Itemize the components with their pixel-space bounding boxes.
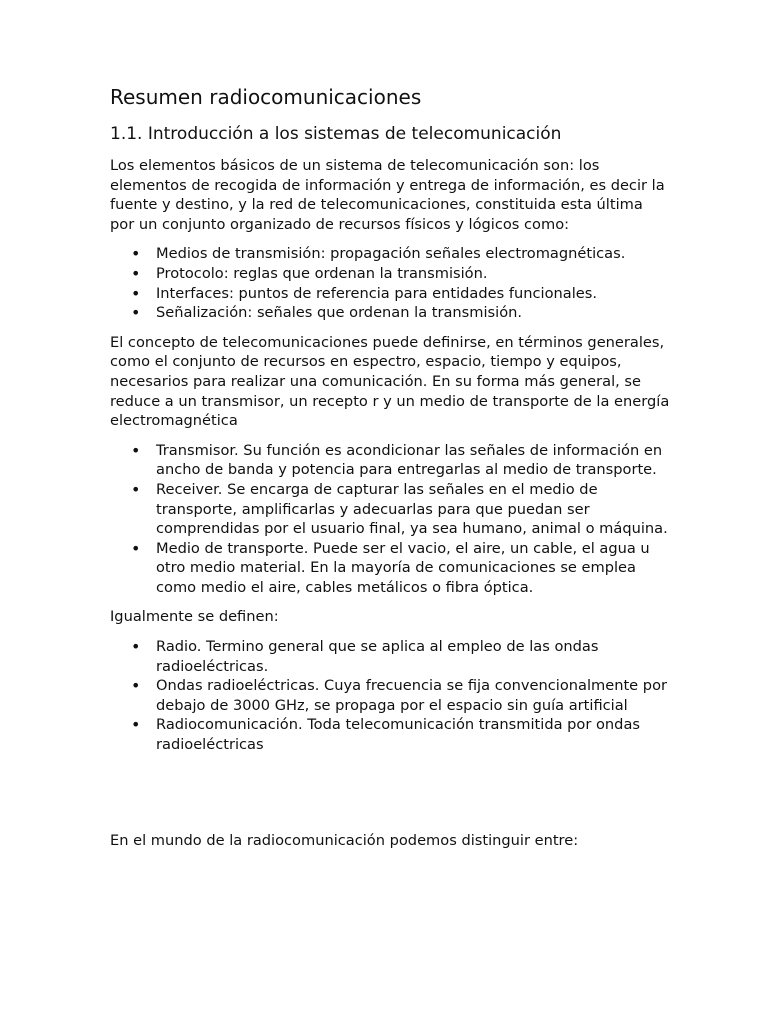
list-item: • Protocolo: reglas que ordenan la transmisión. — [156, 264, 670, 284]
list-item: • Interfaces: puntos de referencia para entidades funcionales. — [156, 284, 670, 304]
document-body — [110, 84, 670, 860]
paragraph-closing: En el mundo de la radiocomunicación podemos distinguir entre: — [110, 831, 579, 849]
list-item: • Señalización: señales que ordenan la transmisión. — [156, 303, 670, 323]
spacer — [110, 765, 670, 831]
paragraph-concept: El concepto de telecomunicaciones puede definirse, en términos generales, como el conjunto de recursos en espectro, espacio, tiempo y equipos, necesarios para realizar una comunicación. En su forma más general, se reduce a un transmisor, un recepto r y un medio de transporte de la energía electromagnética — [110, 333, 670, 430]
list-definitions — [110, 637, 670, 755]
list-item: • Receiver. Se encarga de capturar las señales en el medio de transporte, amplificarlas y adecuarlas para que puedan ser comprendidas por el usuario final, ya sea humano, animal o máquina. — [156, 480, 670, 539]
list-item: • Radiocomunicación. Toda telecomunicación transmitida por ondas radioeléctricas — [156, 715, 670, 754]
list-item: • Ondas radioeléctricas. Cuya frecuencia se fija convencionalmente por debajo de 3000 GHz, se propaga por el espacio sin guía artificial — [156, 676, 670, 715]
paragraph-intro: Los elementos básicos de un sistema de telecomunicación son: los elementos de recogida de información y entrega de información, es decir la fuente y destino, y la red de telecomunicaciones, constituida esta última por un conjunto organizado de recursos físicos y lógicos como: — [110, 157, 665, 233]
paragraph-definitions: Igualmente se definen: — [110, 608, 279, 626]
list-components — [110, 441, 670, 598]
list-elements — [110, 244, 670, 322]
list-item: • Medio de transporte. Puede ser el vacio, el aire, un cable, el agua u otro medio material. En la mayoría de comunicaciones se emplea como medio el aire, cables metálicos o fibra óptica. — [156, 539, 670, 598]
section-heading: 1.1. Introducción a los sistemas de telecomunicación — [110, 124, 562, 144]
list-item: • Radio. Termino general que se aplica al empleo de las ondas radioeléctricas. — [156, 637, 670, 676]
list-item: • Transmisor. Su función es acondicionar las señales de información en ancho de banda y potencia para entregarlas al medio de transporte. — [156, 441, 670, 480]
document-title: Resumen radiocomunicaciones — [110, 85, 422, 109]
list-item: • Medios de transmisión: propagación señales electromagnéticas. — [156, 244, 670, 264]
